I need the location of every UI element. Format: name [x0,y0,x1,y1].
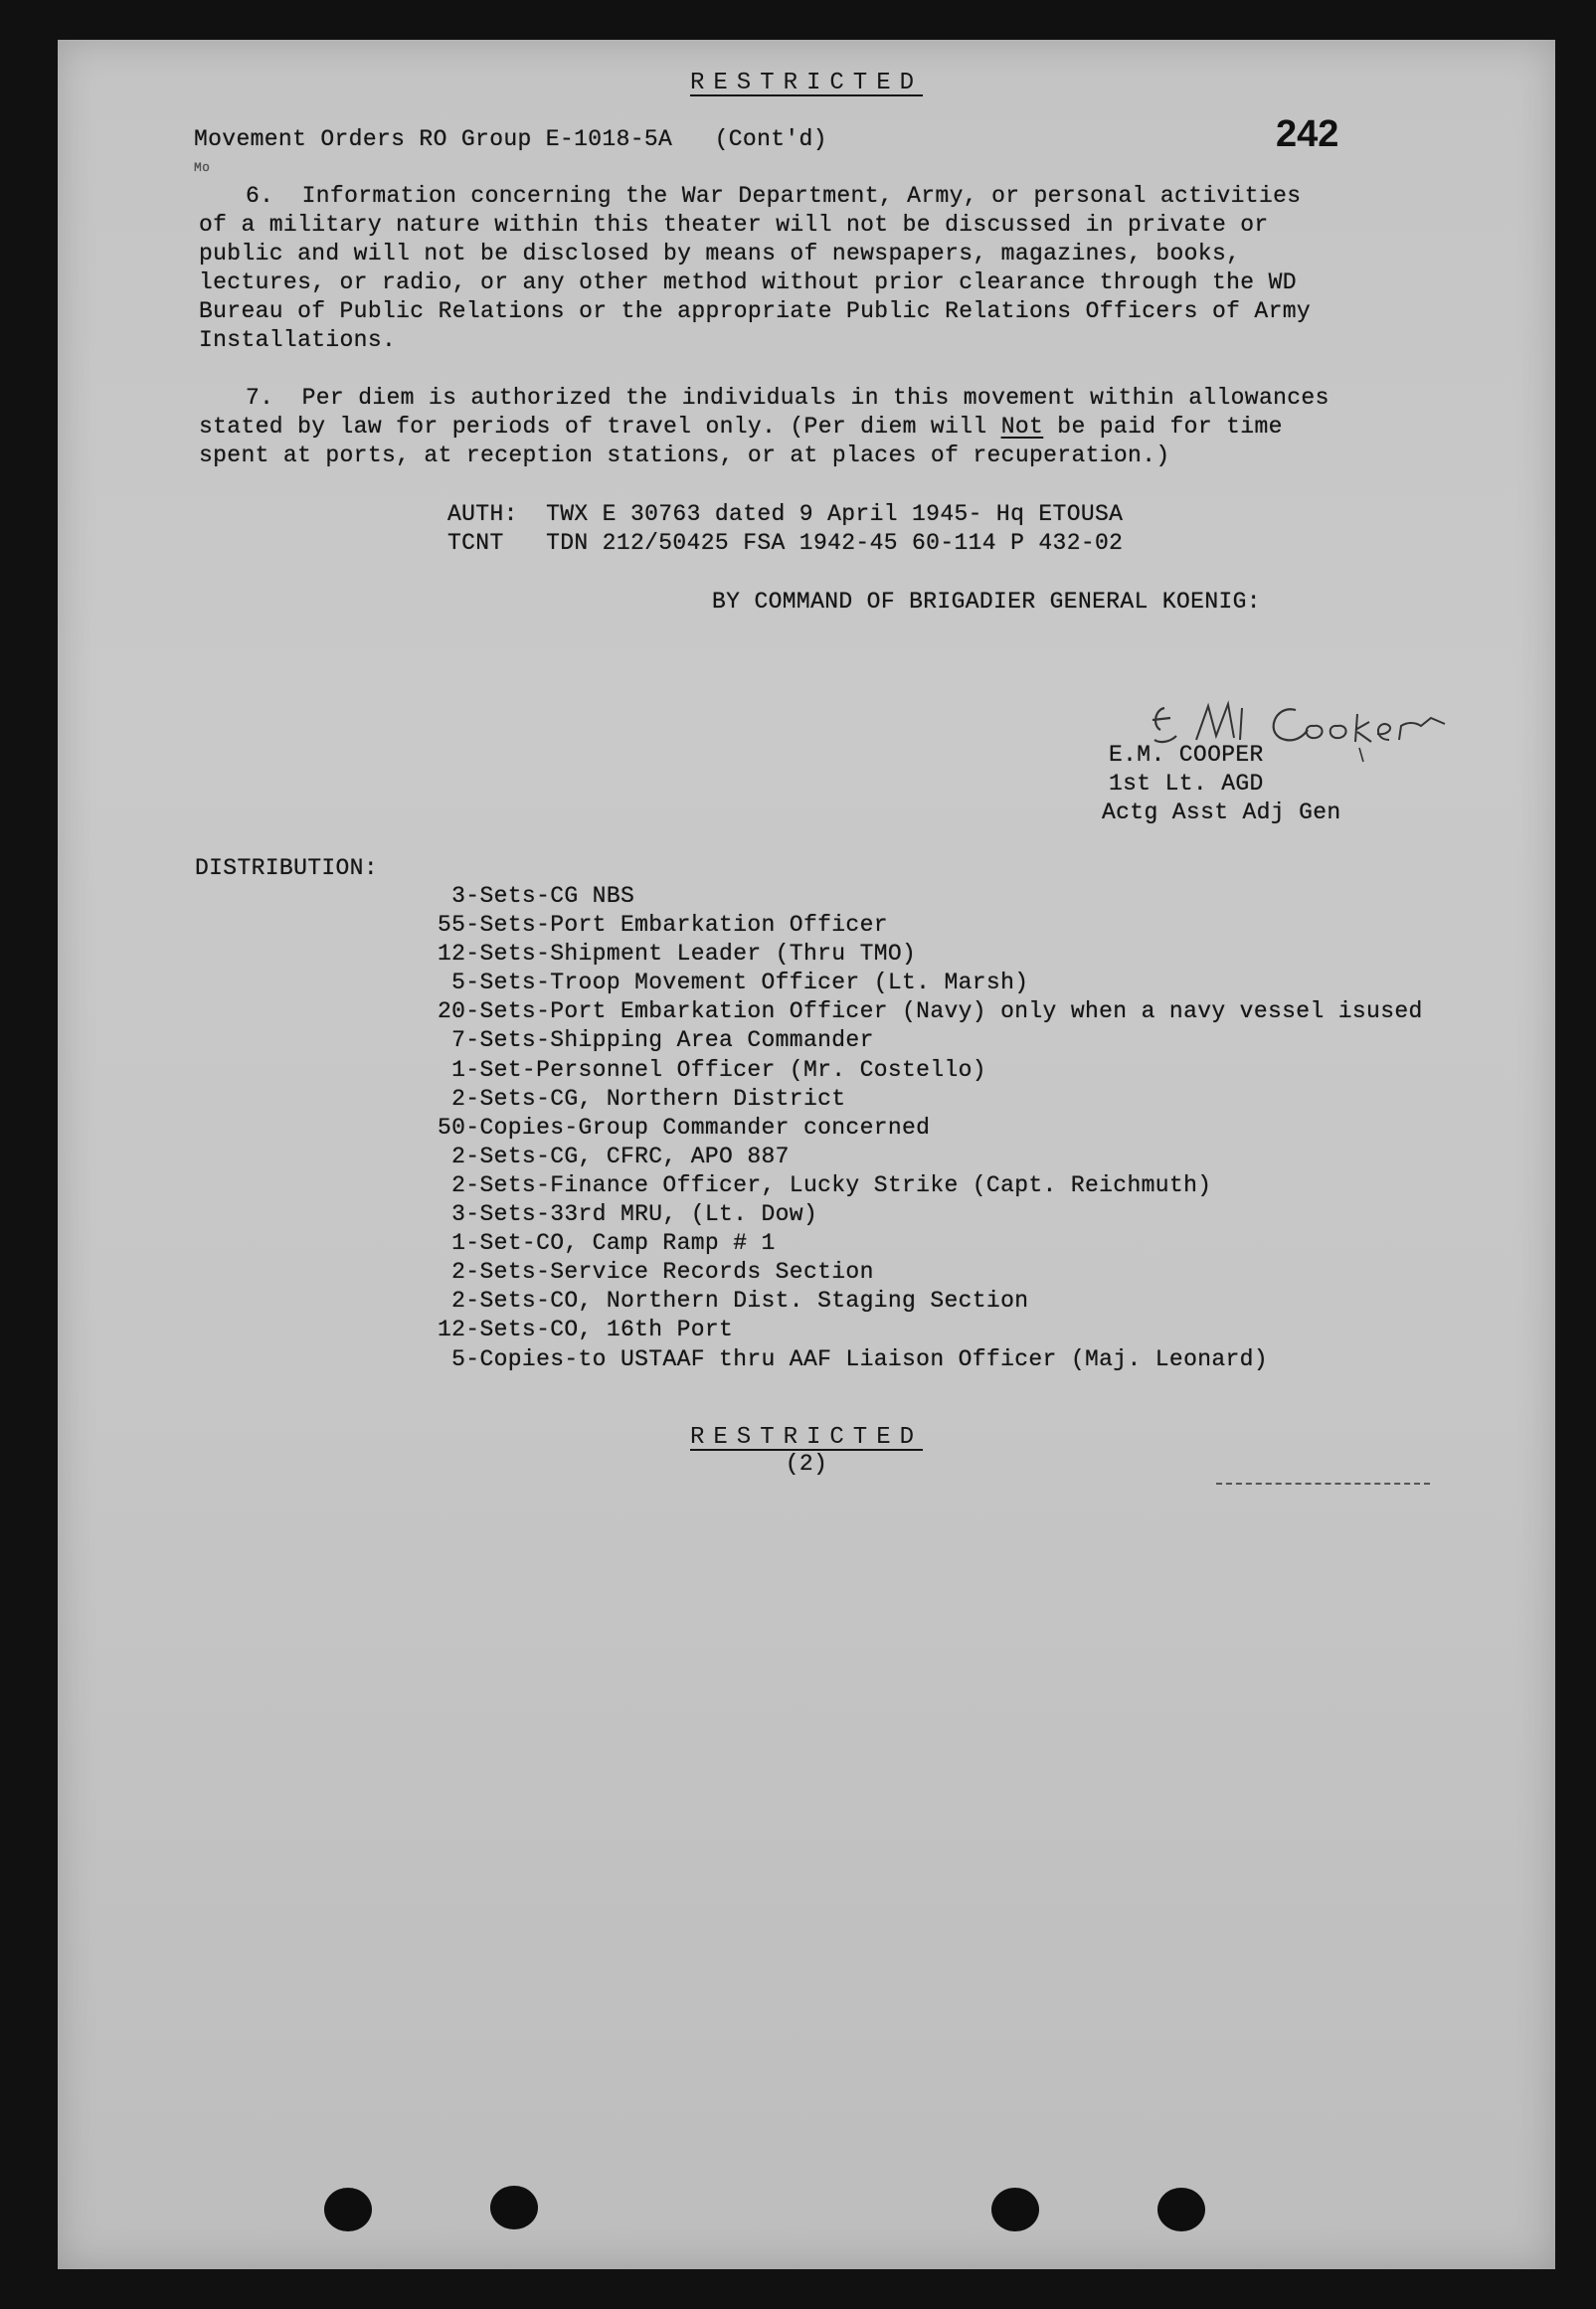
paragraph-7 [199,384,1492,470]
punch-hole [324,2188,372,2231]
paragraph-6-line: Installations. [199,327,397,353]
distribution-item: 2-Sets-Finance Officer, Lucky Strike (Capt. Reichmuth) [438,1171,1212,1198]
paragraph-6-line: public and will not be disclosed by means of newspapers, magazines, books, [199,241,1241,266]
signature-title: Actg Asst Adj Gen [1102,799,1341,825]
distribution-item: 5-Sets-Troop Movement Officer (Lt. Marsh) [438,970,1029,996]
margin-mark: Mo [194,160,211,175]
paragraph-6-line: 6. Information concerning the War Department, Army, or personal activities [246,183,1302,209]
distribution-label: DISTRIBUTION: [195,855,378,881]
punch-hole [991,2188,1039,2231]
command-line: BY COMMAND OF BRIGADIER GENERAL KOENIG: [712,589,1261,615]
distribution-item: 3-Sets-CG NBS [438,883,635,909]
paragraph-7-line: spent at ports, at reception stations, or at places of recuperation.) [199,443,1170,468]
distribution-item: 50-Copies-Group Commander concerned [438,1114,931,1141]
page-number: (2) [785,1451,828,1477]
distribution-item: 55-Sets-Port Embarkation Officer [438,912,888,939]
distribution-item: 12-Sets-Shipment Leader (Thru TMO) [438,941,917,968]
paragraph-6-line: of a military nature within this theater will not be discussed in private or [199,212,1269,238]
classification-footer: RESTRICTED [689,1424,924,1451]
distribution-item: 7-Sets-Shipping Area Commander [438,1027,874,1054]
document-page [58,40,1555,2269]
distribution-item: 2-Sets-CO, Northern Dist. Staging Section [438,1288,1029,1315]
paragraph-6 [199,182,1492,355]
paragraph-6-line: lectures, or radio, or any other method without prior clearance through the WD [199,269,1297,295]
distribution-item: 2-Sets-CG, Northern District [438,1085,846,1112]
signature-name: E.M. COOPER [1109,742,1264,768]
auth-line: AUTH: TWX E 30763 dated 9 April 1945- Hq ETOUSA [447,501,1124,527]
page-stamp-number: 242 [1276,113,1339,155]
distribution-item: 2-Sets-Service Records Section [438,1259,874,1286]
distribution-item: 1-Set-Personnel Officer (Mr. Costello) [438,1056,986,1083]
header-line: Movement Orders RO Group E-1018-5A (Cont'd) [194,126,827,152]
emphasis-not: Not [1000,414,1044,440]
distribution-item: 2-Sets-CG, CFRC, APO 887 [438,1143,790,1169]
paragraph-7-line: 7. Per diem is authorized the individuals in this movement within allowances [246,385,1330,411]
distribution-item: 12-Sets-CO, 16th Port [438,1317,734,1343]
distribution-item: 5-Copies-to USTAAF thru AAF Liaison Officer (Maj. Leonard) [438,1345,1268,1372]
distribution-list [438,882,1423,1374]
paragraph-7-line: stated by law for periods of travel only. (Per diem will Not be paid for time [199,414,1283,440]
punch-hole [490,2186,538,2229]
distribution-item: 20-Sets-Port Embarkation Officer (Navy) only when a navy vessel isused [438,998,1423,1025]
distribution-item: 3-Sets-33rd MRU, (Lt. Dow) [438,1201,818,1228]
faint-rule [1216,1483,1430,1485]
signature-rank: 1st Lt. AGD [1109,771,1264,797]
tcnt-line: TCNT TDN 212/50425 FSA 1942-45 60-114 P 432-02 [447,530,1124,556]
punch-hole [1157,2188,1205,2231]
paragraph-6-line: Bureau of Public Relations or the appropriate Public Relations Officers of Army [199,298,1312,324]
distribution-item: 1-Set-CO, Camp Ramp # 1 [438,1230,776,1257]
classification-header: RESTRICTED [689,70,924,96]
